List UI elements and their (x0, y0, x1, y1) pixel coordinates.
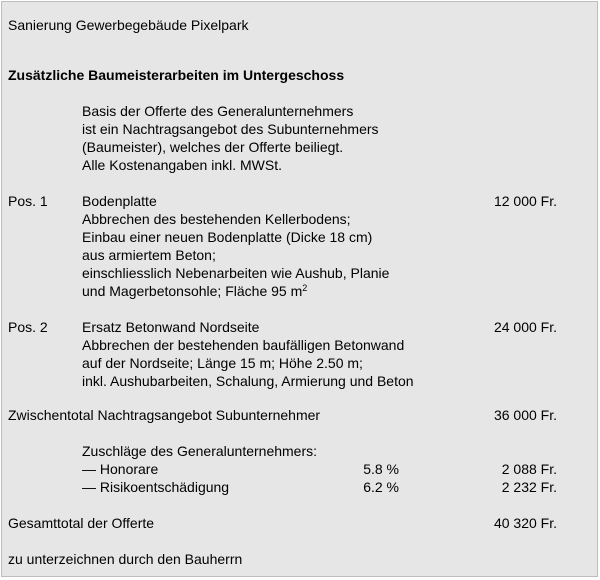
position-1-area-line (82, 282, 389, 300)
position-1-title: Bodenplatte (82, 193, 157, 209)
position-2-line: inkl. Aushubarbeiten, Schalung, Armierung und Beton (82, 373, 414, 389)
position-1-label: Pos. 1 (8, 193, 48, 209)
position-1-amount: 12 000 Fr. (493, 193, 557, 209)
position-1-line: Einbau einer neuen Bodenplatte (Dicke 18 cm) (82, 229, 373, 245)
project-title: Sanierung Gewerbegebäude Pixelpark (8, 17, 249, 33)
position-1-line: Abbrechen des bestehenden Kellerbodens; (82, 211, 351, 227)
total-amount: 40 320 Fr. (493, 515, 557, 531)
surcharges-heading: Zuschläge des Generalunternehmers: (82, 443, 318, 459)
intro-line: (Baumeister), welches der Offerte beiliegt. (82, 139, 344, 155)
surcharge-fee-label: — Honorare (82, 461, 159, 477)
surcharge-fee-percent: 5.8 % (363, 461, 399, 477)
surcharge-risk-percent: 6.2 % (363, 479, 399, 495)
position-2-description (82, 318, 414, 390)
subtotal-label: Zwischentotal Nachtragsangebot Subunternehmer (8, 407, 321, 423)
intro-line: ist ein Nachtragsangebot des Subunternehmers (82, 121, 379, 137)
position-1-area-text: und Magerbetonsohle; Fläche 95 m (82, 283, 303, 299)
position-2-label: Pos. 2 (8, 319, 48, 335)
offer-document (1, 1, 598, 577)
position-2-line: Abbrechen der bestehenden baufälligen Betonwand (82, 337, 405, 353)
intro-paragraph (82, 102, 379, 174)
area-exponent: 2 (302, 283, 308, 293)
signature-note: zu unterzeichnen durch den Bauherrn (8, 551, 243, 567)
intro-line: Basis der Offerte des Generalunternehmers (82, 103, 354, 119)
subtotal-amount: 36 000 Fr. (493, 407, 557, 423)
position-2-line: auf der Nordseite; Länge 15 m; Höhe 2.50 m; (82, 355, 363, 371)
intro-line: Alle Kostenangaben inkl. MWSt. (82, 157, 282, 173)
surcharge-fee-amount: 2 088 Fr. (501, 461, 557, 477)
surcharge-risk-label: — Risikoentschädigung (82, 479, 230, 495)
subject-heading: Zusätzliche Baumeisterarbeiten im Untergeschoss (8, 67, 345, 83)
position-1-line: einschliesslich Nebenarbeiten wie Aushub, Planie (82, 265, 390, 281)
position-2-title: Ersatz Betonwand Nordseite (82, 319, 260, 335)
surcharge-risk-amount: 2 232 Fr. (501, 479, 557, 495)
position-2-amount: 24 000 Fr. (493, 319, 557, 335)
total-label: Gesamttotal der Offerte (8, 515, 155, 531)
position-1-description (82, 192, 389, 300)
position-1-line: aus armiertem Beton; (82, 247, 216, 263)
